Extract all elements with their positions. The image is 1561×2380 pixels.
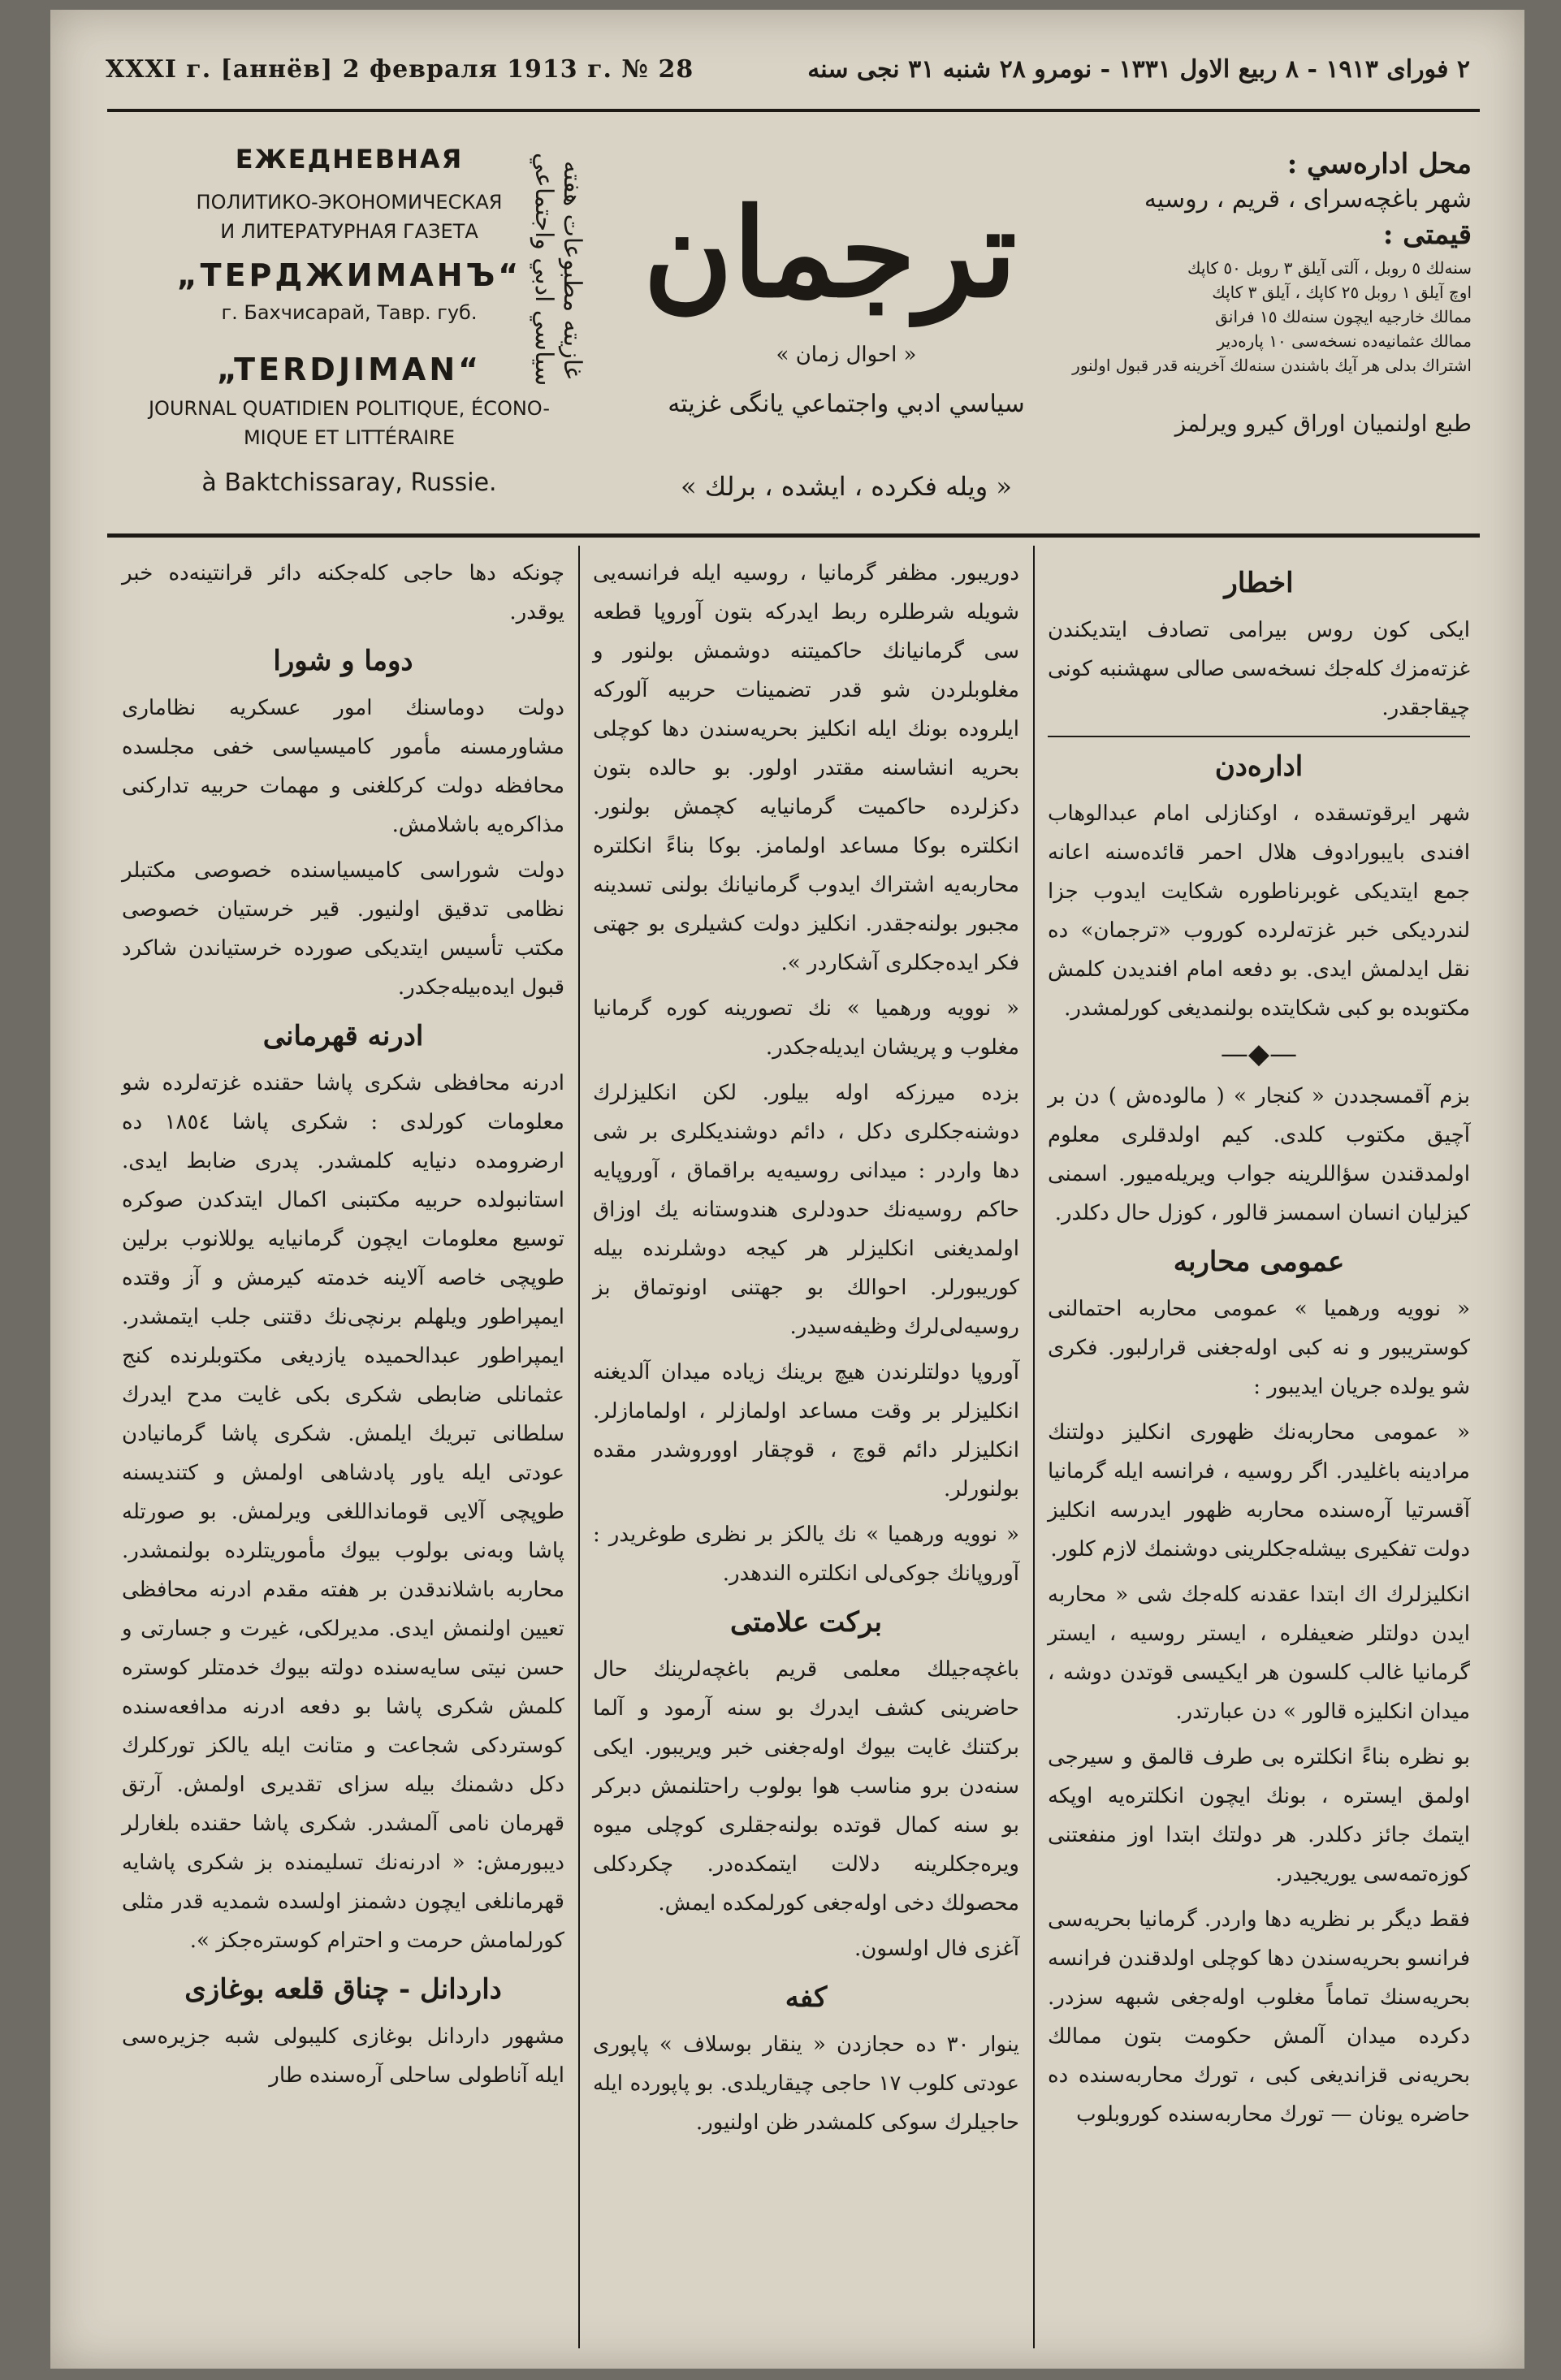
column-right [1048, 554, 1470, 2140]
header-price-5: اشتراك بدلى هر آيك باشندن سنه‌لك آخرينه قدر قبول اولنور [1072, 356, 1472, 375]
header-footer-note: طبع اولنميان اوراق كيرو ويرلمز [1174, 410, 1472, 437]
header-office-label: محل اداره‌سي : [1286, 148, 1472, 180]
paragraph: ادرنه محافظى شكرى پاشا حقنده غزته‌لرده شو معلومات كورلدى : شكرى پاشا ۱۸٥٤ ده ارضرومده دنيايه كلمشدر. پدرى ضابط ايدى. استانبولده حربيه مكتبنى اكمال ايتدكدن صوكره توسيع معلومات ايچون گرمانيايه يوللانوب برلين طوپچى خاصه آلاينه خدمته كيرمش و آز وقتده ايمپراطور ويلهلم برنچى‌نك دقتنى جلب ايتمشدر. ايمپراطور عبدالحميده يازديغى مكتوبلرنده كنج عثمانلى ضابطى شكرى بكى غايت مدح ايدرك سلطانى تبريك ايلمش. شكرى پاشا گرمانيادن عودتى ايله ياور پادشاهى اولمش و كتنديسنه طوپچى آلايى قومانداللغى ويرلمش. بو صورتله پاشا وبه‌نى بولوب بيوك مأموريتلرده بولنمشدر. محاربه باشلاندقدن بر هفته مقدم ادرنه محافظى تعيين اولنمش ايدى. مديرلكى، غيرت و جسارتى و حسن نيتى سايه‌سنده دولته بيوك خدمتلر كوستره كلمش شكرى پاشا بو دفعه ادرنه مدافعه‌سنده كوستردكى شجاعت و متانت ايله يالكز توركلرك دكل دشمنك بيله سزاى تقديرى اولمش. آرتق قهرمان نامى آلمشدر. شكرى پاشا حقنده بلغارلر ديبورمش: « ادرنه‌نك تسليمنده بز شكرى پاشايه قهرمانلغى ايچون دشمنز اولسده شمديه قدر مثلى كورلمامش حرمت و احترام كوستره‌جكز ». [122, 1071, 564, 1953]
heading-duma: دوما و شورا [273, 645, 413, 677]
paragraph: فقط ديگر بر نظريه دها واردر. گرمانيا بحريه‌سى فرانسو بحريه‌سندن دها كوچلى اولدقندن فرانسه بحريه‌سنك تماماً مغلوب اوله‌جغى شبهه سزدر. دكرده ميدان آلمش حكومت بتون ممالك بحريه‌نى قزانديغى كبى ، تورك محاربه‌سنده ده حاضره يونان — تورك محاربه‌سنده كوروبلوب [1048, 1907, 1470, 2127]
header-desc-2: И ЛИТЕРАТУРНАЯ ГАЗЕТА [220, 220, 478, 243]
paragraph: چونكه دها حاجى كله‌جكنه دائر قرانتينه‌ده خبر يوقدر. [122, 561, 564, 624]
paragraph: مشهور داردانل بوغازى كليبولى شبه جزيره‌سى ايله آناطولى ساحلى آره‌سنده طار [122, 2024, 564, 2088]
masthead-motto: سياسي ادبي واجتماعي يانگى غزيته [668, 390, 1025, 418]
header-rule-top [107, 109, 1480, 112]
paragraph: آوروپا دولتلرندن هيچ برينك زياده ميدان آلديغنه انكليزلر بر وقت مساعد اولمازلر ، اولمامازلر. انكليزلر دائم قوچ ، قوچقار اووروشدر مقده بولنورلر. [593, 1360, 1019, 1501]
header-place-ru: г. Бахчисарай, Тавр. губ. [221, 301, 478, 324]
heading-general-war: عمومى محاربه [1173, 1246, 1345, 1278]
header-price-1: سنه‌لك ٥ روبل ، آلتى آيلق ۳ روبل ٥٠ كاپك [1187, 258, 1472, 278]
header-desc-fr-2: MIQUE ET LITTÉRAIRE [243, 426, 456, 449]
header-rule-bottom [107, 533, 1480, 538]
paragraph: بزم آقمسجددن « كنجار » ( مالوده‌ش ) دن بر آچيق مكتوب كلدى. كيم اولدقلرى معلوم اولمدقندن سؤاللرينه جواب ويريله‌ميور. اسمنى كيزليان انسان اسمسز قالور ، كوزل حال دكلدر. [1048, 1084, 1470, 1225]
paragraph: دولت دوماسنك امور عسكريه نظامارى مشاورمسنه مأمور كاميسياسى خفى مجلسده محافظه دولت كركلغنى و مهمات حربيه تداركنى مذاكره‌يه باشلامش. [122, 696, 564, 837]
paragraph: دوريبور. مظفر گرمانيا ، روسيه ايله فرانسه‌يى شويله شرطلره ربط ايدركه بتون آوروپا قطعه سى گرمانيانك حاكميتنه دوشمش بولنور و مغلوبلردن شو قدر تضمينات حربيه آلوركه ايلروده بونك ايله انكليز بحريه‌سندن دها كوچلى بحريه انشاسنه مقتدر اولور. بو حالده بتون دكزلرده حاكميت گرمانيايه كچمش بولنور. انكلتره بوكا مساعد اولمامز. بوكا بناءً انكلتره محاربه‌يه اشتراك ايدوب گرمانيانك بولنى تسدينه مجبور بولنه‌جقدر. انكليز دولت كشيلرى بو جهتى فكر ايده‌جكلرى آشكاردر ». [593, 561, 1019, 975]
paragraph: بو نظره بناءً انكلتره بى طرف قالمق و سيرجى اولمق ايستره ، بونك ايچون انكلتره‌يه اوپكه ايتمك جائز دكلدر. هر دولتك ابتدا اوز منفعتنى كوزه‌تمه‌سى يوريجيدر. [1048, 1745, 1470, 1886]
ornament-divider: —◆— [1220, 1038, 1298, 1070]
paragraph: « نوويه ورهميا » نك تصورينه كوره گرمانيا مغلوب و پريشان ايديله‌جكدر. [593, 996, 1019, 1060]
paragraph: ايكى كون روس بيرامى تصادف ايتديكندن غزته‌مزك كله‌جك نسخه‌سى صالى سهشنبه كونى چيقاجقدر. [1048, 618, 1470, 720]
paragraph: « نوويه ورهميا » عمومى محاربه احتمالنى كوستريبور و نه كبى اوله‌جغنى قرارلبور. فكرى شو يولده جريان ايديبور : [1048, 1297, 1470, 1399]
paragraph: « عمومى محاربه‌نك ظهورى انكليز دولتنك مراد‌ينه باغليدر. اگر روسيه ، فرانسه ايله گرمانيا آقسرتيا آره‌سنده محاربه ظهور ايدرسه انكليز دولت تفكيرى بيشله‌جكلرينى دوشنمك لازم كلور. [1048, 1420, 1470, 1561]
column-middle [593, 554, 1019, 2149]
column-divider-2 [1033, 546, 1035, 2348]
header-desc-1: ПОЛИТИКО-ЭКОНОМИЧЕСКАЯ [196, 191, 503, 214]
header-title-fr: „TERDJIMAN“ [216, 352, 482, 387]
masthead-title: ترجمان [643, 182, 1017, 325]
column-left [122, 554, 564, 2101]
heading-kefe: كفه [785, 1981, 828, 2014]
paragraph: شهر ايرقوتسقده ، اوكنازلى امام عبدالوهاب افندى بايبورادوف هلال احمر قائده‌سنه اعانه جمع ايتديكى غوبرناطوره شكايت ايدوب جزا لندرديكى خبر غزته‌لرده كوروب «ترجمان» ده نقل ايدلمش ايدى. بو دفعه امام افنديدن كلمش مكتوبده بو كبى شكايتده بولنمديغى كورلمشدر. [1048, 801, 1470, 1021]
header-desc-fr-1: JOURNAL QUATIDIEN POLITIQUE, ÉCONO- [148, 397, 551, 420]
paragraph: بزده ميرزكه اوله بيلور. لكن انكليزلرك دوشنه‌جكلرى دكل ، دائم دوشنديكلرى بر شى دها واردر : ميدانى روسيه‌يه براقماق ، آوروپايه حاكم روسيه‌نك حدودلرى هندوستانه يك اوزاق اولمديغنى انكليزلر هر كيجه دوشلرنده بيله كوريبورلر. احوالك بو جهتنى اونوتماق بز روسيه‌لى‌لرك وظيفه‌سيدر. [593, 1081, 1019, 1339]
header-price-4: ممالك عثمانيه‌ده نسخه‌سى ۱۰ پاره‌دير [1217, 331, 1472, 351]
header-price-label: قيمتى : [1382, 218, 1472, 251]
paragraph: آغزى فال اولسون. [854, 1937, 1019, 1961]
column-divider-1 [578, 546, 580, 2348]
heading-editorial: اداره‌دن [1214, 750, 1304, 783]
heading-edirne-hero: ادرنه قهرمانى [262, 1020, 424, 1052]
heading-abundance: بركت علامتى [729, 1606, 883, 1639]
header-price-2: اوچ آيلق ۱ روبل ۲٥ كاپك ، آيلق ۳ كاپك [1212, 283, 1472, 302]
header-place-fr: à Baktchissaray, Russie. [201, 469, 497, 497]
dateline-tatar: ۲ فوراى ۱۹۱۳ - ۸ ربيع الاول ۱۳۳۱ - نومرو ۲۸ شنبه ۳۱ نجى سنه [807, 54, 1470, 84]
masthead-tagline: « احوال زمان » [776, 343, 917, 367]
paragraph: « نوويه ورهميا » نك يالكز بر نظرى طوغريدر : آوروپانك جوكى‌لى انكلتره الندهدر. [593, 1523, 1019, 1586]
header-title-ru: „ТЕРДЖИМАНЪ“ [176, 257, 522, 293]
newspaper-page [50, 10, 1524, 2369]
paragraph: باغچه‌جيلك معلمى قريم باغچه‌لرينك حال حاضرينى كشف ايدرك بو سنه آرمود و آلما بركتنك غايت بيوك اوله‌جغنى خبر ويريبور. ايكى سنه‌دن برو مناسب هوا بولوب راحتلنمش دبركر بو سنه كمال قوتده بولنه‌جقلرى كوچلى ميوه ويره‌جكلرينه دلالت ايتمكده‌در. چكردكلى محصولك دخى اوله‌جغى كورلمكده ايمش. [593, 1657, 1019, 1916]
paragraph: انكليزلرك اك ابتدا عقدنه كله‌جك شى « محاربه ايدن دولتلر ضعيفلره ، ايستر روسيه ، ايستر گرمانيا غالب كلسون هر ايكيسى قوتدن دوشه ، ميدان انكليزه قالور » دن عبارتدر. [1048, 1583, 1470, 1724]
heading-dardanelles: داردانل - چناق قلعه بوغازى [184, 1973, 502, 2006]
dateline-russian: XXXI г. [аннёв] 2 февраля 1913 г. № 28 [106, 54, 694, 84]
masthead-slogan: « ويله فكرده ، ايشده ، برلك » [681, 471, 1012, 502]
masthead-arc-text: غازيته مطبوعات هفته سياسي ادبي واجتماعي [530, 153, 586, 387]
header-address: شهر باغچه‌سراى ، قريم ، روسيه [1144, 185, 1472, 214]
paragraph: دولت شوراسى كاميسياسنده خصوصى مكتبلر نظامى تدقيق اولنيور. قير خرستيان خصوصى مكتب تأسيس ايتديكى صورده خرستياندن شاكرد قبول ايده‌بيله‌جكدر. [122, 858, 564, 1000]
header-daily: ЕЖЕДНЕВНАЯ [235, 144, 464, 175]
header-price-3: ممالك خارجيه ايچون سنه‌لك ۱٥ فرانق [1215, 307, 1472, 326]
header-right [1066, 148, 1472, 437]
section-divider [1048, 736, 1470, 737]
heading-warning: اخطار [1224, 567, 1294, 599]
dateline [106, 41, 1470, 97]
paragraph: ينوار ۳۰ ده حجازدن « ينقار بوسلاف » پاپورى عودتى كلوب ۱۷ حاجى چيقاريلدى. بو پاپورده ايله حاجيلرك سوكى كلمشدر ظن اولنيور. [593, 2032, 1019, 2135]
